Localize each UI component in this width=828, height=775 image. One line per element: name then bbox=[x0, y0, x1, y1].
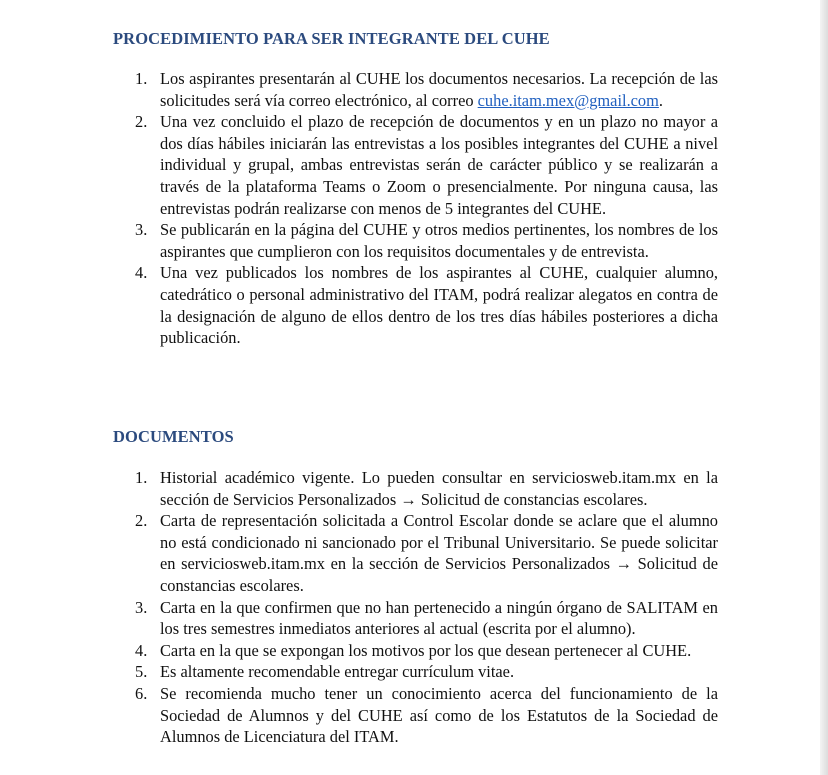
item-text: Carta en la que se expongan los motivos por los que desean pertenecer al CUHE. bbox=[160, 640, 692, 660]
procedimiento-item-3 bbox=[112, 219, 718, 262]
documentos-heading: DOCUMENTOS bbox=[113, 427, 234, 446]
item-number: 3. bbox=[135, 220, 148, 240]
procedimiento-item-4 bbox=[112, 262, 718, 348]
item-number: 4. bbox=[135, 263, 148, 283]
item-text: Es altamente recomendable entregar currículum vitae. bbox=[160, 662, 515, 682]
item-number: 3. bbox=[135, 597, 148, 617]
documentos-item-1 bbox=[112, 467, 718, 510]
item-text: Una vez concluido el plazo de recepción de documentos y en un plazo no mayor a dos días hábiles iniciarán las entrevistas a los posibles integrantes del CUHE a nivel individual y grupal, ambas entrevistas serán de carácter público y se realizarán a través de la plataforma Teams o Zoom o presencialmente. Por ninguna causa, las entrevistas podrán realizarse con menos de 5 integrantes del CUHE. bbox=[160, 112, 718, 218]
email-link[interactable]: cuhe.itam.mex@gmail.com bbox=[477, 90, 659, 110]
item-text: Se recomienda mucho tener un conocimiento acerca del funcionamiento de la Sociedad de Alumnos y del CUHE así como de los Estatutos de la Sociedad de Alumnos de Licenciatura del ITAM. bbox=[160, 683, 718, 747]
item-text: Los aspirantes presentarán al CUHE los documentos necesarios. La recepción de las solicitudes será vía correo electrónico, al correo bbox=[160, 69, 718, 110]
item-number: 2. bbox=[135, 112, 148, 132]
documentos-item-5 bbox=[112, 661, 718, 683]
documentos-item-4 bbox=[112, 640, 718, 662]
item-text: Se publicarán en la página del CUHE y otros medios pertinentes, los nombres de los aspirantes que cumplieron con los requisitos documentales y de entrevista. bbox=[160, 220, 718, 261]
item-number: 1. bbox=[135, 69, 148, 88]
documentos-item-3 bbox=[112, 597, 718, 640]
page-edge-shadow bbox=[820, 0, 828, 775]
documentos-list bbox=[112, 467, 718, 748]
procedimiento-item-1 bbox=[112, 68, 718, 111]
item-text: Carta en la que confirmen que no han pertenecido a ningún órgano de SALITAM en los tres semestres inmediatos anteriores al actual (escrita por el alumno). bbox=[160, 597, 718, 639]
item-number: 6. bbox=[135, 683, 148, 703]
item-number: 5. bbox=[135, 662, 148, 682]
item-suffix: . bbox=[658, 90, 663, 110]
item-text: Historial académico vigente. Lo pueden consultar en serviciosweb.itam.mx en la sección de Servicios Personalizados → Solicitud de constancias escolares. bbox=[160, 468, 718, 509]
item-number: 4. bbox=[135, 640, 148, 660]
documentos-item-6 bbox=[112, 683, 718, 748]
item-number: 2. bbox=[135, 511, 148, 531]
item-text: Una vez publicados los nombres de los aspirantes al CUHE, cualquier alumno, catedrático o personal administrativo del ITAM, podrá realizar alegatos en contra de la designación de alguno de ellos dentro de los tres días hábiles posteriores a dicha publicación. bbox=[160, 263, 718, 348]
procedimiento-list bbox=[112, 68, 718, 349]
documentos-item-2 bbox=[112, 510, 718, 596]
item-number: 1. bbox=[135, 468, 148, 487]
procedimiento-item-2 bbox=[112, 111, 718, 219]
procedimiento-heading: PROCEDIMIENTO PARA SER INTEGRANTE DEL CUHE bbox=[113, 29, 550, 48]
item-text: Carta de representación solicitada a Control Escolar donde se aclare que el alumno no está condicionado ni sancionado por el Tribunal Universitario. Se puede solicitar en serviciosweb.itam.mx en la sección de Servicios Personalizados → Solicitud de constancias escolares. bbox=[160, 511, 718, 595]
